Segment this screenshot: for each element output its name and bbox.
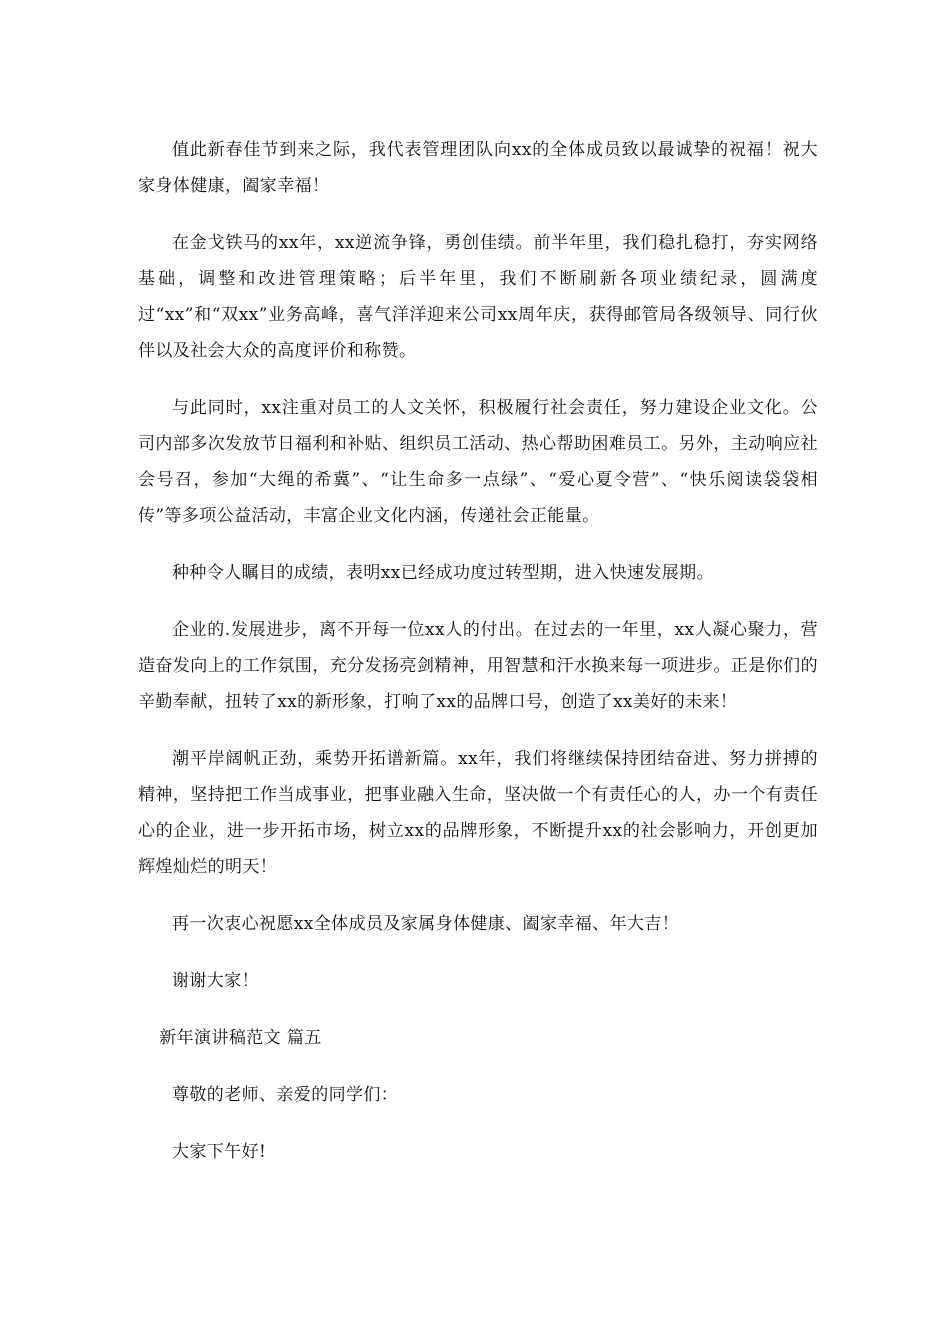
paragraph: 种种令人瞩目的成绩，表明xx已经成功度过转型期，进入快速发展期。 <box>172 563 714 583</box>
paragraph: 企业的.发展进步，离不开每一位xx人的付出。在过去的一年里，xx人凝心聚力，营造奋发向上的工作氛围，充分发扬亮剑精神，用智慧和汗水换来每一项进步。正是你们的辛勤奉献，扭转了xx的新形象，打响了xx的品牌口号，创造了xx美好的未来！ <box>138 620 818 712</box>
section-heading: 新年演讲稿范文 篇五 <box>159 1028 322 1048</box>
paragraph: 潮平岸阔帆正劲，乘势开拓谱新篇。xx年，我们将继续保持团结奋进、努力拼搏的精神，坚持把工作当成事业，把事业融入生命，坚决做一个有责任心的人，办一个有责任心的企业，进一步开拓市场，树立xx的品牌形象，不断提升xx的社会影响力，开创更加辉煌灿烂的明天！ <box>138 749 818 877</box>
paragraph: 在金戈铁马的xx年，xx逆流争锋，勇创佳绩。前半年里，我们稳扎稳打，夯实网络基础，调整和改进管理策略；后半年里，我们不断刷新各项业绩纪录，圆满度过“xx”和“双xx”业务高峰，喜气洋洋迎来公司xx周年庆，获得邮管局各级领导、同行伙伴以及社会大众的高度评价和称赞。 <box>138 233 818 361</box>
salutation: 尊敬的老师、亲爱的同学们： <box>172 1085 399 1105</box>
paragraph: 与此同时，xx注重对员工的人文关怀，积极履行社会责任，努力建设企业文化。公司内部多次发放节日福利和补贴、组织员工活动、热心帮助困难员工。另外，主动响应社会号召，参加“大绳的希冀”、“让生命多一点绿”、“爱心夏令营”、“快乐阅读袋袋相传”等多项公益活动，丰富企业文化内涵，传递社会正能量。 <box>138 398 818 526</box>
paragraph: 再一次衷心祝愿xx全体成员及家属身体健康、阖家幸福、年大吉！ <box>172 914 680 934</box>
document-body <box>138 132 818 1170</box>
greeting: 大家下午好! <box>172 1142 267 1162</box>
paragraph: 谢谢大家！ <box>172 971 259 991</box>
paragraph: 值此新春佳节到来之际，我代表管理团队向xx的全体成员致以最诚挚的祝福！祝大家身体健康，阖家幸福！ <box>138 140 818 196</box>
